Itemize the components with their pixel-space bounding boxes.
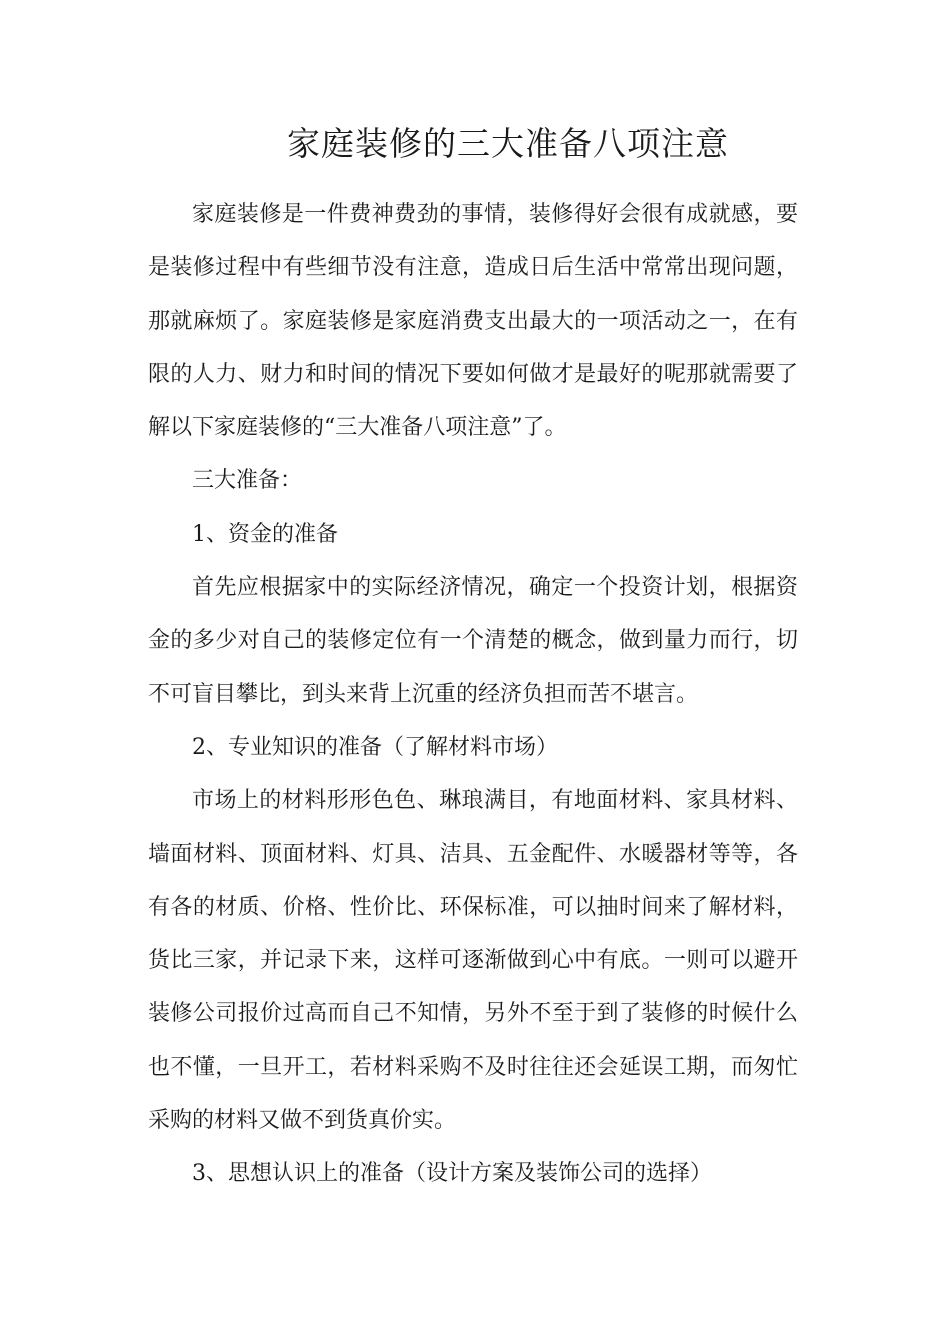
- document-title: 家庭装修的三大准备八项注意: [287, 124, 729, 163]
- intro-paragraph: 家庭装修是一件费神费劲的事情，装修得好会很有成就感，要是装修过程中有些细节没有注意，造成日后生活中常常出现问题，那就麻烦了。家庭装修是家庭消费支出最大的一项活动之一，在有限的人力、财力和时间的情况下要如何做才是最好的呢那就需要了解以下家庭装修的“三大准备八项注意”了。: [148, 202, 798, 441]
- document-body: [148, 188, 798, 1201]
- knowledge-paragraph: 市场上的材料形形色色、琳琅满目，有地面材料、家具材料、墙面材料、顶面材料、灯具、洁具、五金配件、水暖器材等等，各有各的材质、价格、性价比、环保标准，可以抽时间来了解材料，货比三家，并记录下来，这样可逐渐做到心中有底。一则可以避开装修公司报价过高而自己不知情，另外不至于到了装修的时候什么也不懂，一旦开工，若材料采购不及时往往还会延误工期，而匆忙采购的材料又做不到货真价实。: [148, 788, 798, 1134]
- item-heading-knowledge: 2、专业知识的准备（了解材料市场）: [192, 734, 558, 760]
- section-heading-three-preparations: 三大准备：: [192, 468, 303, 494]
- item-heading-mindset: 3、思想认识上的准备（设计方案及装饰公司的选择）: [192, 1161, 712, 1187]
- item-heading-funds: 1、资金的准备: [192, 521, 338, 547]
- funds-paragraph: 首先应根据家中的实际经济情况，确定一个投资计划，根据资金的多少对自己的装修定位有一个清楚的概念，做到量力而行，切不可盲目攀比，到头来背上沉重的经济负担而苦不堪言。: [148, 575, 798, 707]
